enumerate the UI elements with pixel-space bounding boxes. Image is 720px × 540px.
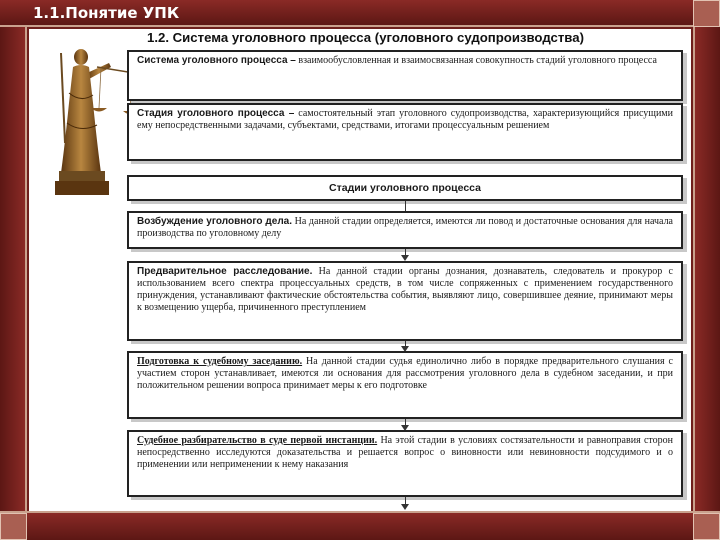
stage-term: Судебное разбирательство в суде первой инстанции. xyxy=(137,435,378,446)
stage-text: На данной стадии определяется, имеются ли повод и достаточные основания для начала производства по уголовному делу xyxy=(137,216,673,239)
stage-text: На данной стадии судья единолично либо в порядке предварительного слушания с участием сторон устанавливает, имеются ли основания для рассмотрения уголовного дела в судебном заседании, и при положительном решении вопроса принимает меры к его подготовке xyxy=(137,356,673,391)
frame-right xyxy=(693,27,720,513)
slide-title: 1.1.Понятие УПК xyxy=(33,4,180,22)
connector-line xyxy=(405,201,406,211)
themis-statue-icon xyxy=(39,33,139,203)
document-title: 1.2. Система уголовного процесса (уголовного судопроизводства) xyxy=(147,30,584,45)
frame-corner xyxy=(693,0,720,27)
slide-title-bar xyxy=(0,0,720,27)
stage-investigation xyxy=(127,261,683,341)
frame-corner xyxy=(693,513,720,540)
definition-term: Система уголовного процесса – xyxy=(137,55,296,66)
frame-left xyxy=(0,27,27,513)
stage-term: Предварительное расследование. xyxy=(137,266,313,277)
definition-term: Стадия уголовного процесса – xyxy=(137,108,295,119)
frame-bottom xyxy=(0,511,720,540)
definition-stage xyxy=(127,103,683,161)
stage-initiation xyxy=(127,211,683,249)
stage-trial xyxy=(127,430,683,497)
arrow-down-icon xyxy=(401,504,409,510)
definition-text: взаимообусловленная и взаимосвязанная совокупность стадий уголовного процесса xyxy=(295,55,657,66)
definition-system xyxy=(127,50,683,101)
definition-text: самостоятельный этап уголовного судопроизводства, характеризующийся присущими ему непосредственными задачами, субъектами, средствами, итогами процессуальным решением xyxy=(137,108,673,131)
stage-term: Подготовка к судебному заседанию. xyxy=(137,356,303,367)
frame-corner xyxy=(0,513,27,540)
slide-content xyxy=(29,29,691,511)
stage-text: На этой стадии в условиях состязательности и равноправия сторон непосредственно исследуются доказательства и решается вопрос о виновности или невиновности подсудимого и о применении или неприменении к нему наказания xyxy=(137,435,674,470)
stage-text: На данной стадии органы дознания, дознаватель, следователь и прокурор с использованием всего спектра процессуальных средств, в том числе сопряженных с применением государственного принуждения, устанавливают фактические обстоятельства события, выявляют лицо, совершившее деяние, принимают меры к возмещению ущерба, причиненного преступлением xyxy=(137,266,673,313)
stages-header: Стадии уголовного процесса xyxy=(127,175,683,201)
stage-term: Возбуждение уголовного дела. xyxy=(137,216,293,227)
stage-preparation xyxy=(127,351,683,419)
